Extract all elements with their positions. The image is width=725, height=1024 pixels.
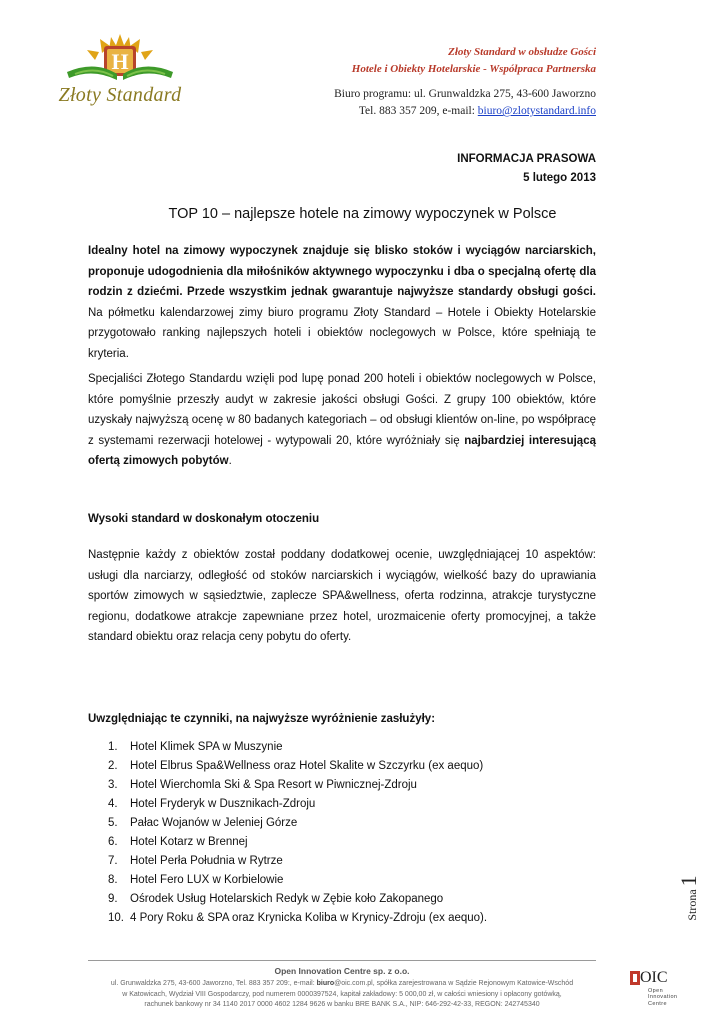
paragraph-criteria: Następnie każdy z obiektów został poddany dodatkowej ocenie, uwzględniającej 10 aspektów: usługi dla narciarzy, odległość od stoków narciarskich i wyciągów, wielkość bazy do uprawiania sportów zimowych w sąsiedztwie, zaplecze SPA&wellness, oferta rodzinna, atrakcje turystyczne regionu, dodatkowe atrakcje zapewniane przez hotel, urozmaicenie oferty promocyjnej, a także standard obiektu oraz relacja ceny pobytu do oferty. (88, 549, 596, 644)
list-item-name: Hotel Fryderyk w Dusznikach-Zdroju (130, 798, 316, 810)
header-title-line2: Hotele i Obiekty Hotelarskie - Współpraca Partnerska (351, 63, 596, 75)
oic-line2: Innovation (648, 994, 678, 1001)
section-heading-winners: Uwzględniając te czynniki, na najwyższe wyróżnienie zasłużyły: (88, 713, 436, 725)
list-item-number: 7. (108, 855, 118, 867)
hotel-list (88, 738, 487, 928)
oic-mark-icon (630, 971, 640, 985)
paragraph-intro (88, 241, 596, 365)
header-title (352, 44, 596, 78)
list-item (88, 757, 487, 776)
list-item-number: 3. (108, 779, 118, 791)
paragraph-intro-bold: Idealny hotel na zimowy wypoczynek znajduje się blisko stoków i wyciągów narciarskich, proponuje udogodnienia dla miłośników aktywnego wypoczynku i dba o specjalną ofertę dla rodzin z dziećmi. Przede wszystkim jednak gwarantuje najwyższe standardy obsługi gości. (88, 245, 596, 299)
page-number: 1 (676, 875, 701, 887)
list-item (88, 814, 487, 833)
paragraph-method (88, 369, 596, 472)
paragraph-method-end: . (228, 455, 232, 468)
paragraph-method-text: Specjaliści Złotego Standardu wzięli pod lupę ponad 200 hoteli i obiektów noclegowych w Polsce, które pomyślnie przeszły audyt w zakresie jakości obsługi Gości. Z grupy 100 obiektów, które uzyskały najwyższą ocenę w 80 badanych kategoriach – od obsługi klientów on-line, po współpracę z systemami rezerwacji hotelowej - wytypowali 20, które wyróżniały się (88, 373, 596, 447)
footer-legal (88, 979, 596, 1011)
list-item-name: Hotel Kotarz w Brennej (130, 836, 248, 848)
list-item-number: 10. (108, 912, 124, 924)
list-item (88, 738, 487, 757)
sun-crest-icon (65, 34, 175, 86)
page-number-label (676, 875, 702, 920)
list-item-name: Pałac Wojanów w Jeleniej Górze (130, 817, 298, 829)
list-item (88, 871, 487, 890)
footer-line1-end: @oic.com.pl, spółka zarejestrowana w Sądzie Rejonowym Katowice-Wschód (334, 980, 574, 987)
header-contact (334, 86, 596, 120)
zloty-standard-logo (55, 34, 185, 110)
list-item-number: 9. (108, 893, 118, 905)
footer-line1 (88, 979, 596, 990)
list-item (88, 890, 487, 909)
section-heading-standard: Wysoki standard w doskonałym otoczeniu (88, 513, 320, 525)
footer-line2: w Katowicach, Wydział VIII Gospodarczy, pod numerem 0000397524, kapitał zakładowy: 5 000,00 zł, w całości wniesiony i opłacony gotówką, (122, 990, 562, 998)
footer-company: Open Innovation Centre sp. z o.o. (274, 966, 410, 976)
list-item (88, 852, 487, 871)
oic-subtitle (648, 988, 677, 1007)
list-item (88, 833, 487, 852)
press-date: 5 lutego 2013 (523, 172, 596, 184)
paragraph-intro-text: Na półmetku kalendarzowej zimy biuro programu Złoty Standard – Hotele i Obiekty Hotelarskie przygotowało ranking najlepszych hoteli i obiektów noclegowych w Polsce, które spełniają te kryteria. (88, 306, 596, 360)
footer-line3: rachunek bankowy nr 34 1140 2017 0000 4602 1284 9626 w banku BRE BANK S.A., NIP: 646-292-42-33, REGON: 242745340 (144, 1001, 540, 1009)
press-info (457, 150, 596, 188)
list-item-name: 4 Pory Roku & SPA oraz Krynicka Koliba w Krynicy-Zdroju (ex aequo). (130, 912, 488, 924)
oic-line3: Centre (648, 1000, 667, 1007)
list-item-number: 6. (108, 836, 118, 848)
header-title-line1: Złoty Standard w obsłudze Gości (448, 46, 596, 58)
logo-letter: H (111, 49, 129, 74)
list-item (88, 909, 487, 928)
list-item-number: 5. (108, 817, 118, 829)
email-link[interactable]: biuro@zlotystandard.info (477, 105, 596, 117)
list-item-name: Hotel Fero LUX w Korbielowie (130, 874, 284, 886)
oic-logo (628, 967, 698, 1011)
list-item (88, 776, 487, 795)
list-item-number: 1. (108, 741, 118, 753)
headline: TOP 10 – najlepsze hotele na zimowy wypoczynek w Polsce (168, 206, 557, 222)
header-phone-email (334, 103, 596, 120)
logo-text: Złoty Standard (58, 84, 182, 106)
oic-letters: OIC (640, 969, 668, 986)
list-item-number: 8. (108, 874, 118, 886)
list-item-name: Hotel Elbrus Spa&Wellness oraz Hotel Skalite w Szczyrku (ex aequo) (130, 760, 484, 772)
list-item-number: 2. (108, 760, 118, 772)
header-contact-prefix: Tel. 883 357 209, e-mail: (358, 105, 478, 117)
list-item (88, 795, 487, 814)
list-item-name: Hotel Klimek SPA w Muszynie (130, 741, 283, 753)
list-item-name: Hotel Perła Południa w Rytrze (130, 855, 283, 867)
list-item-name: Hotel Wierchomla Ski & Spa Resort w Piwnicznej-Zdroju (130, 779, 417, 791)
header-address: Biuro programu: ul. Grunwaldzka 275, 43-600 Jaworzno (334, 88, 596, 100)
oic-line1: Open (648, 988, 664, 994)
footer-line1-bold: biuro (316, 980, 335, 987)
list-item-name: Ośrodek Usług Hotelarskich Redyk w Zębie koło Zakopanego (130, 893, 444, 905)
paragraph-method-bold: najbardziej interesującą ofertą zimowych pobytów (88, 434, 596, 468)
press-label: INFORMACJA PRASOWA (457, 153, 596, 165)
list-item-number: 4. (108, 798, 118, 810)
footer-divider (88, 960, 596, 961)
footer-line1-start: ul. Grunwaldzka 275, 43-600 Jaworzno, Tel. 883 357 209:, e-mail: (110, 980, 317, 987)
page-label-word: Strona (685, 889, 699, 921)
